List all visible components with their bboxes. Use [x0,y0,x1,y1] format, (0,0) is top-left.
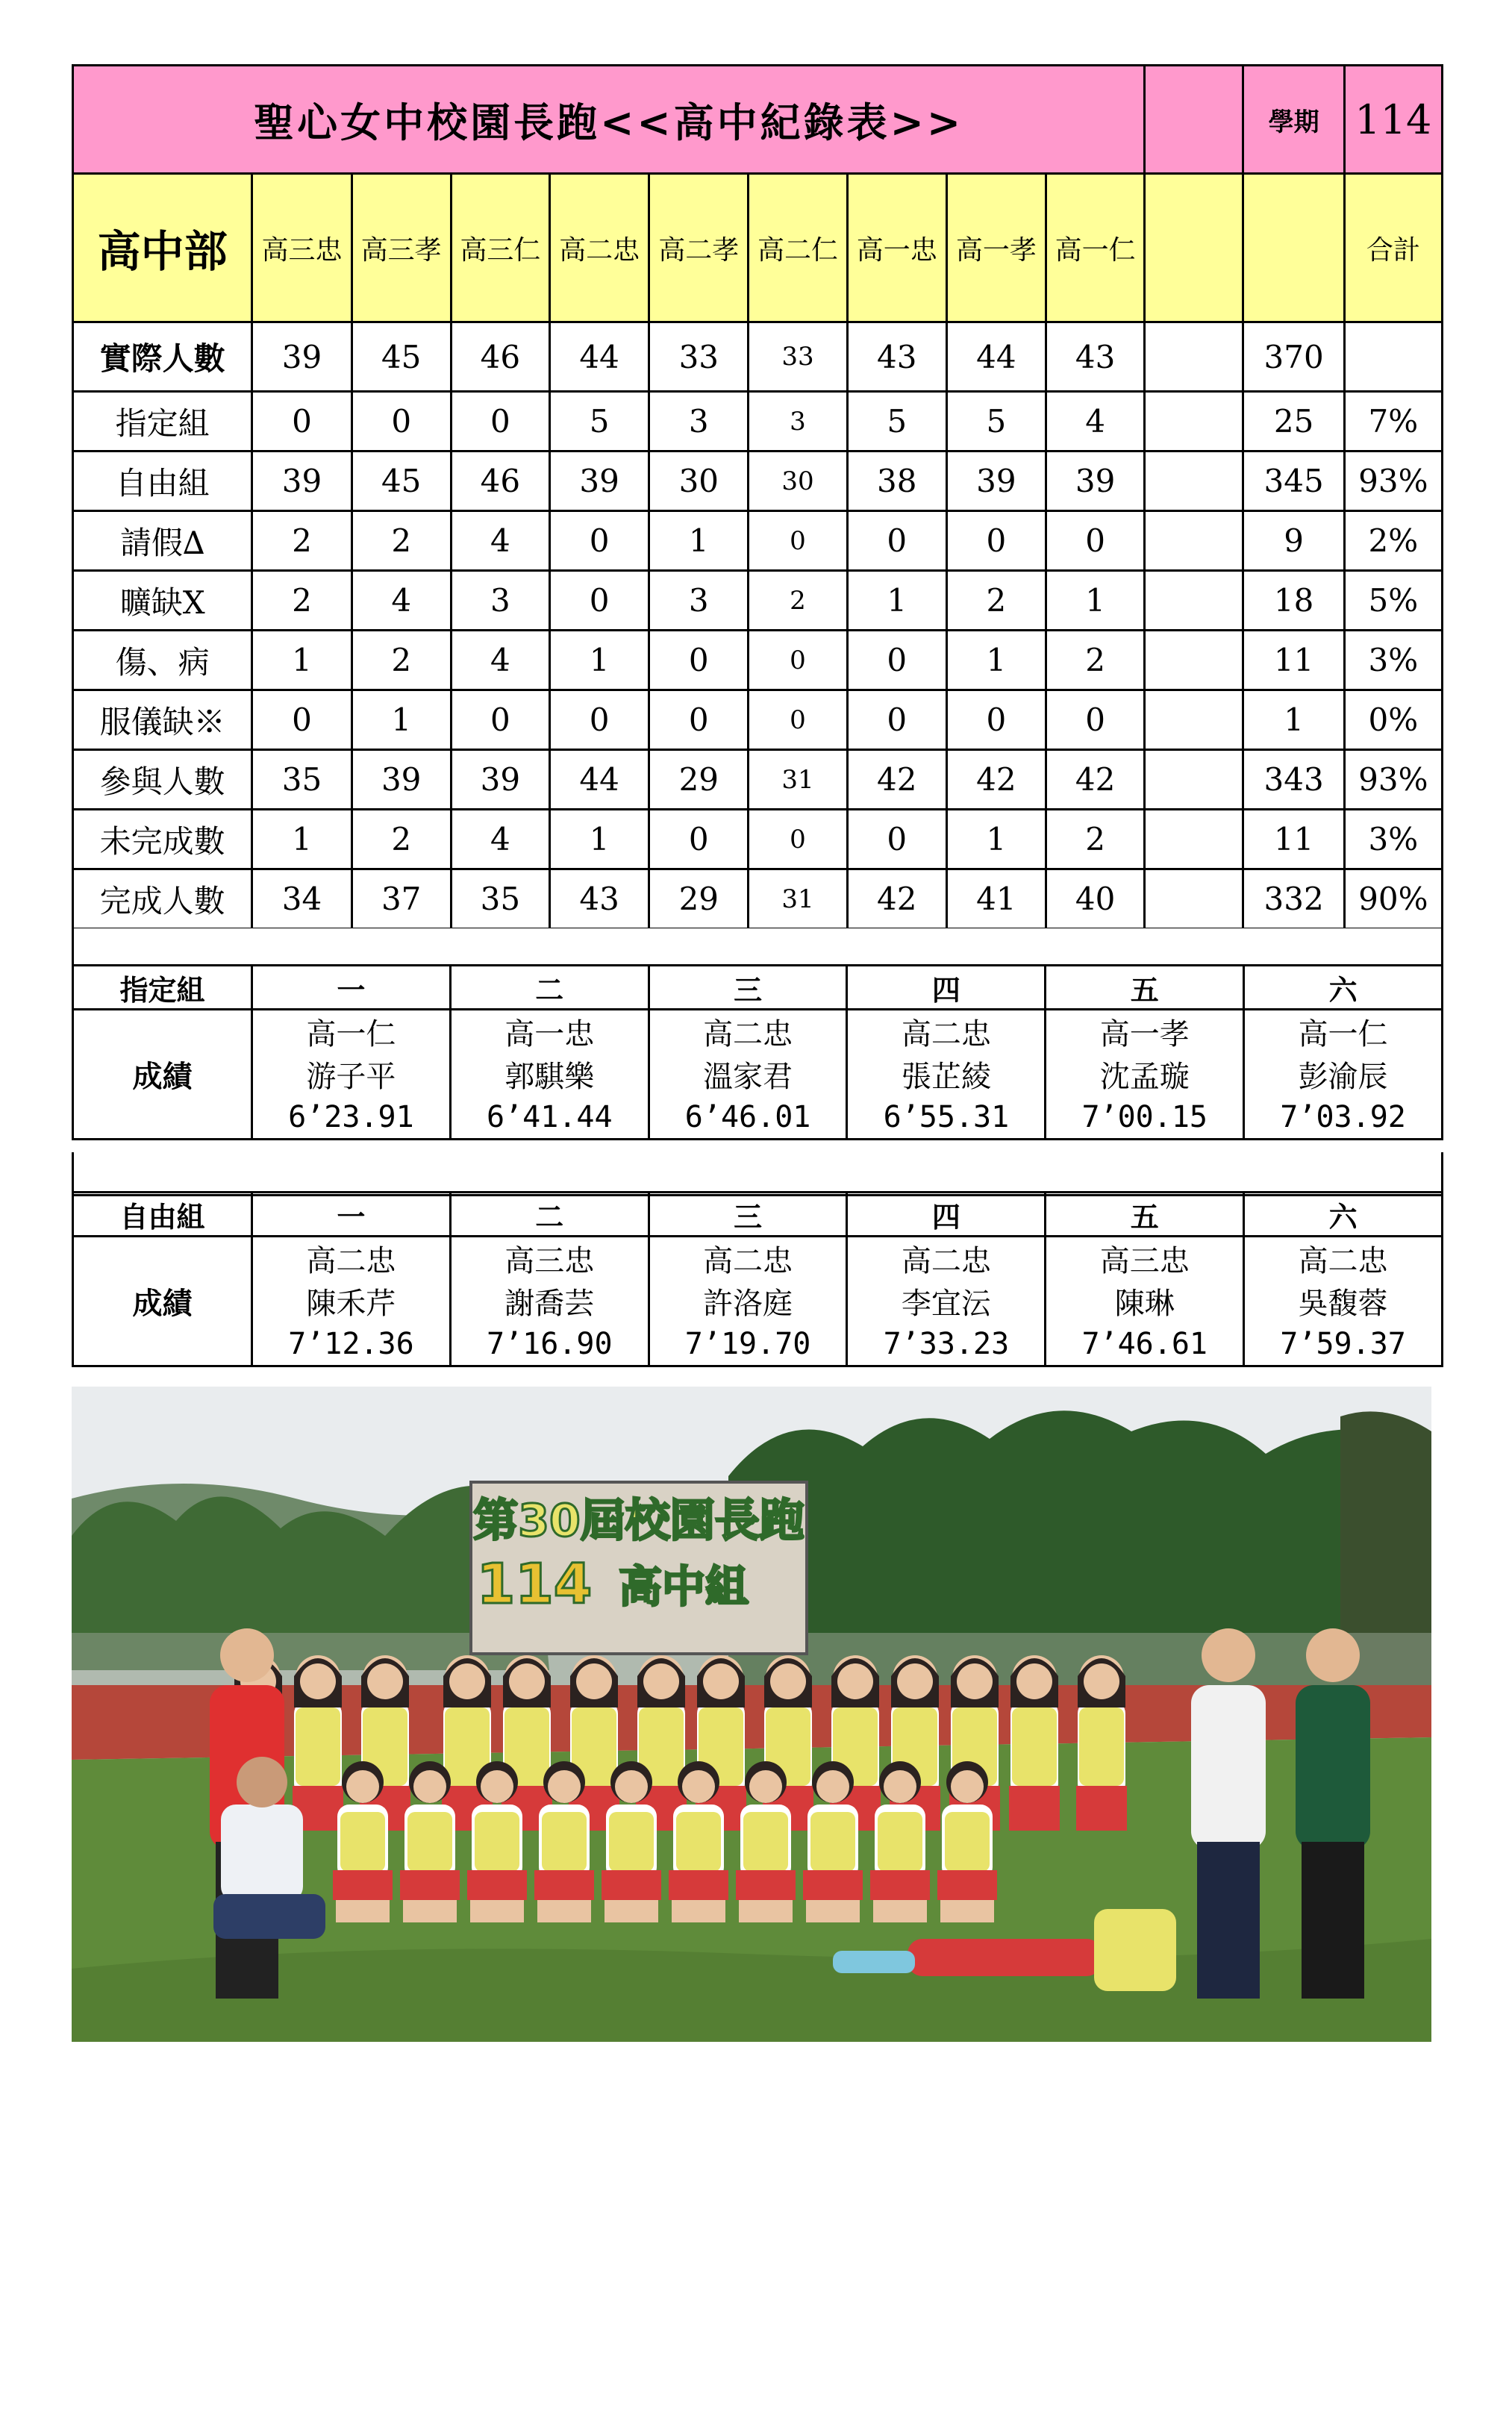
stats-cell: 1 [352,690,451,750]
stats-total-cell: 11 [1243,810,1344,869]
free-places-row [73,1193,1443,1237]
assigned-class-6: 高一仁 [1244,1010,1443,1054]
assigned-name-4: 張芷綾 [847,1053,1046,1096]
stats-total-cell: 345 [1243,452,1344,511]
free-time-3: 7’19.70 [649,1322,847,1366]
stats-cell: 43 [1046,322,1145,392]
stats-cell: 4 [451,810,549,869]
stats-blank-cell [1145,511,1243,571]
row-label: 未完成數 [73,810,252,869]
stats-cell: 39 [252,452,352,511]
stats-cell: 0 [749,511,847,571]
assigned-time-2: 6’41.44 [450,1096,649,1140]
stats-cell: 46 [451,322,549,392]
stats-cell: 45 [352,452,451,511]
free-name-5: 陳琳 [1046,1280,1244,1322]
free-class-4: 高二忠 [847,1237,1046,1281]
stats-cell: 44 [549,750,649,810]
stats-cell: 1 [946,631,1046,690]
stats-cell: 2 [352,810,451,869]
stats-cell: 0 [451,392,549,452]
photo-student [763,1655,813,1831]
stats-percent-cell: 3% [1344,631,1442,690]
stats-cell: 2 [946,571,1046,631]
blank-title-cell [1145,66,1243,174]
assigned-class-row [73,1010,1443,1054]
stats-percent-cell: 93% [1344,750,1442,810]
class-header-7: 高一忠 [847,174,946,322]
photo-student [890,1655,940,1831]
row-label: 指定組 [73,392,252,452]
stats-cell: 46 [451,452,549,511]
assigned-name-5: 沈孟璇 [1046,1053,1244,1096]
stats-cell: 39 [352,750,451,810]
stats-cell: 2 [252,511,352,571]
stats-cell: 5 [946,392,1046,452]
free-class-row [73,1237,1443,1281]
stats-total-cell: 343 [1243,750,1344,810]
stats-blank-cell [1145,750,1243,810]
free-class-1: 高二忠 [252,1237,451,1281]
stats-cell: 3 [749,392,847,452]
free-name-1: 陳禾芹 [252,1280,451,1322]
assigned-time-1: 6’23.91 [252,1096,451,1140]
place-4: 四 [847,966,1046,1010]
stats-cell: 2 [749,571,847,631]
assigned-time-4: 6’55.31 [847,1096,1046,1140]
stats-percent-cell: 3% [1344,810,1442,869]
group-photo [72,1387,1431,2042]
page-title: 聖心女中校園長跑<<高中紀錄表>> [73,66,1145,174]
stats-cell: 41 [946,869,1046,929]
stats-blank-cell [1145,810,1243,869]
free-name-4: 李宜沄 [847,1280,1046,1322]
stats-cell: 35 [252,750,352,810]
stats-cell: 44 [946,322,1046,392]
stats-cell: 30 [649,452,749,511]
row-label: 曠缺X [73,571,252,631]
assigned-name-6: 彭渝辰 [1244,1053,1443,1096]
stats-cell: 2 [1046,631,1145,690]
stats-cell: 38 [847,452,946,511]
stats-cell: 1 [847,571,946,631]
stats-blank-cell [1145,869,1243,929]
stats-cell: 44 [549,322,649,392]
assigned-class-2: 高一忠 [450,1010,649,1054]
stats-cell: 0 [649,810,749,869]
assigned-ranking-table [72,964,1443,1140]
stats-cell: 39 [451,750,549,810]
stats-cell: 1 [252,631,352,690]
class-header-6: 高二仁 [749,174,847,322]
class-header-row [73,174,1443,322]
stats-percent-cell [1344,322,1442,392]
stats-cell: 3 [451,571,549,631]
stats-blank-cell [1145,571,1243,631]
free-time-2: 7’16.90 [450,1322,649,1366]
stats-row [73,511,1443,571]
assigned-places-row [73,966,1443,1010]
stats-cell: 3 [649,392,749,452]
class-header-2: 高三孝 [352,174,451,322]
stats-total-cell: 25 [1243,392,1344,452]
stats-cell: 5 [549,392,649,452]
photo-student [949,1655,1000,1831]
free-name-row [73,1280,1443,1322]
class-header-5: 高二孝 [649,174,749,322]
free-class-6: 高二忠 [1244,1237,1443,1281]
stats-cell: 34 [252,869,352,929]
stats-total-cell: 1 [1243,690,1344,750]
row-label: 實際人數 [73,322,252,392]
stats-cell: 0 [749,810,847,869]
photo-student [360,1655,410,1831]
stats-cell: 3 [649,571,749,631]
stats-cell: 39 [1046,452,1145,511]
stats-cell: 45 [352,322,451,392]
banner-line2b: 高中組 [618,1561,749,1612]
stats-total-cell: 9 [1243,511,1344,571]
stats-cell: 0 [946,511,1046,571]
class-header-9: 高一仁 [1046,174,1145,322]
stats-cell: 0 [649,631,749,690]
stats-percent-cell: 2% [1344,511,1442,571]
free-name-6: 吳馥蓉 [1244,1280,1443,1322]
stats-percent-cell: 5% [1344,571,1442,631]
stats-percent-cell: 93% [1344,452,1442,511]
stats-cell: 5 [847,392,946,452]
stats-blank-cell [1145,392,1243,452]
banner-line1: 第30屆校園長跑 [473,1495,805,1547]
stats-cell: 30 [749,452,847,511]
assigned-name-3: 溫家君 [649,1053,847,1096]
stats-cell: 1 [549,810,649,869]
place-3: 三 [649,1193,847,1237]
stats-cell: 31 [749,750,847,810]
stats-cell: 1 [649,511,749,571]
stats-cell: 1 [252,810,352,869]
photo-banner [471,1482,807,1654]
stats-cell: 39 [549,452,649,511]
stats-row [73,571,1443,631]
stats-cell: 4 [1046,392,1145,452]
stats-cell: 0 [1046,511,1145,571]
group-photo-illustration [72,1387,1431,2042]
free-time-row [73,1322,1443,1366]
place-1: 一 [252,966,451,1010]
stats-row [73,392,1443,452]
stats-cell: 4 [352,571,451,631]
place-2: 二 [450,1193,649,1237]
stats-cell: 0 [252,690,352,750]
stats-cell: 29 [649,750,749,810]
photo-student [830,1655,881,1831]
assigned-name-2: 郭騏樂 [450,1053,649,1096]
stats-row [73,452,1443,511]
stats-cell: 33 [749,322,847,392]
stats-cell: 1 [549,631,649,690]
free-time-1: 7’12.36 [252,1322,451,1366]
free-time-4: 7’33.23 [847,1322,1046,1366]
row-label: 傷、病 [73,631,252,690]
free-time-6: 7’59.37 [1244,1322,1443,1366]
stats-cell: 0 [946,690,1046,750]
class-header-3: 高三仁 [451,174,549,322]
stats-cell: 33 [649,322,749,392]
stats-percent-cell: 0% [1344,690,1442,750]
assigned-class-4: 高二忠 [847,1010,1046,1054]
photo-student [1009,1655,1060,1831]
stats-cell: 29 [649,869,749,929]
stats-cell: 0 [847,631,946,690]
free-class-3: 高二忠 [649,1237,847,1281]
assigned-name-row [73,1053,1443,1096]
stats-cell: 43 [847,322,946,392]
row-label: 參與人數 [73,750,252,810]
assigned-name-1: 游子平 [252,1053,451,1096]
free-label: 自由組 [73,1193,252,1237]
stats-cell: 39 [252,322,352,392]
stats-blank-cell [1145,690,1243,750]
class-header-4: 高二忠 [549,174,649,322]
assigned-result-label: 成績 [73,1010,252,1140]
stats-cell: 0 [549,511,649,571]
stats-blank-cell [1145,631,1243,690]
row-label: 自由組 [73,452,252,511]
assigned-time-5: 7’00.15 [1046,1096,1244,1140]
free-result-label: 成績 [73,1237,252,1366]
stats-cell: 42 [847,750,946,810]
stats-cell: 35 [451,869,549,929]
spacer-1 [72,928,1443,966]
assigned-time-6: 7’03.92 [1244,1096,1443,1140]
stats-row [73,322,1443,392]
class-header-1: 高三忠 [252,174,352,322]
stats-row [73,690,1443,750]
free-ranking-table [72,1191,1443,1367]
title-row [73,66,1443,174]
place-5: 五 [1046,966,1244,1010]
photo-student [696,1655,746,1831]
place-3: 三 [649,966,847,1010]
stats-total-cell: 370 [1243,322,1344,392]
total-header-blank [1243,174,1344,322]
stats-cell: 42 [847,869,946,929]
stats-blank-cell [1145,452,1243,511]
stats-cell: 4 [451,631,549,690]
stats-percent-cell: 90% [1344,869,1442,929]
stats-cell: 39 [946,452,1046,511]
place-4: 四 [847,1193,1046,1237]
row-label: 請假∆ [73,511,252,571]
stats-cell: 0 [451,690,549,750]
stats-row [73,750,1443,810]
assigned-class-5: 高一孝 [1046,1010,1244,1054]
free-class-5: 高三忠 [1046,1237,1244,1281]
stats-cell: 31 [749,869,847,929]
stats-cell: 2 [1046,810,1145,869]
stats-cell: 0 [252,392,352,452]
photo-student [636,1655,687,1831]
assigned-class-1: 高一仁 [252,1010,451,1054]
stats-cell: 42 [1046,750,1145,810]
class-header-8: 高一孝 [946,174,1046,322]
stats-cell: 2 [352,511,451,571]
assigned-time-row [73,1096,1443,1140]
stats-cell: 42 [946,750,1046,810]
stats-row [73,810,1443,869]
stats-cell: 2 [352,631,451,690]
free-name-3: 許洛庭 [649,1280,847,1322]
term-value: 114 [1344,66,1442,174]
stats-cell: 43 [549,869,649,929]
assigned-class-3: 高二忠 [649,1010,847,1054]
photo-student [293,1655,343,1831]
stats-percent-cell: 7% [1344,392,1442,452]
place-5: 五 [1046,1193,1244,1237]
department-label: 高中部 [73,174,252,322]
stats-cell: 40 [1046,869,1145,929]
stats-cell: 0 [749,690,847,750]
stats-total-cell: 11 [1243,631,1344,690]
stats-cell: 0 [1046,690,1145,750]
stats-cell: 0 [847,511,946,571]
term-label: 學期 [1243,66,1344,174]
stats-cell: 4 [451,511,549,571]
photo-student [569,1655,619,1831]
stats-blank-cell [1145,322,1243,392]
stats-row [73,869,1443,929]
stats-cell: 37 [352,869,451,929]
stats-cell: 1 [946,810,1046,869]
photo-student [1076,1655,1127,1831]
total-header: 合計 [1344,174,1442,322]
blank-header-cell [1145,174,1243,322]
stats-cell: 0 [749,631,847,690]
spacer-2 [72,1152,1443,1196]
place-6: 六 [1244,966,1443,1010]
assigned-time-3: 6’46.01 [649,1096,847,1140]
place-2: 二 [450,966,649,1010]
banner-line2: 114 [476,1552,593,1616]
stats-cell: 0 [649,690,749,750]
free-class-2: 高三忠 [450,1237,649,1281]
assigned-label: 指定組 [73,966,252,1010]
stats-cell: 0 [549,571,649,631]
stats-total-cell: 18 [1243,571,1344,631]
stats-table [72,64,1443,930]
row-label: 完成人數 [73,869,252,929]
stats-cell: 1 [1046,571,1145,631]
photo-student [442,1655,493,1831]
stats-cell: 0 [549,690,649,750]
free-time-5: 7’46.61 [1046,1322,1244,1366]
row-label: 服儀缺※ [73,690,252,750]
photo-student [502,1655,552,1831]
free-name-2: 謝喬芸 [450,1280,649,1322]
stats-cell: 0 [352,392,451,452]
place-6: 六 [1244,1193,1443,1237]
stats-total-cell: 332 [1243,869,1344,929]
place-1: 一 [252,1193,451,1237]
stats-cell: 0 [847,690,946,750]
stats-row [73,631,1443,690]
stats-cell: 0 [847,810,946,869]
stats-cell: 2 [252,571,352,631]
